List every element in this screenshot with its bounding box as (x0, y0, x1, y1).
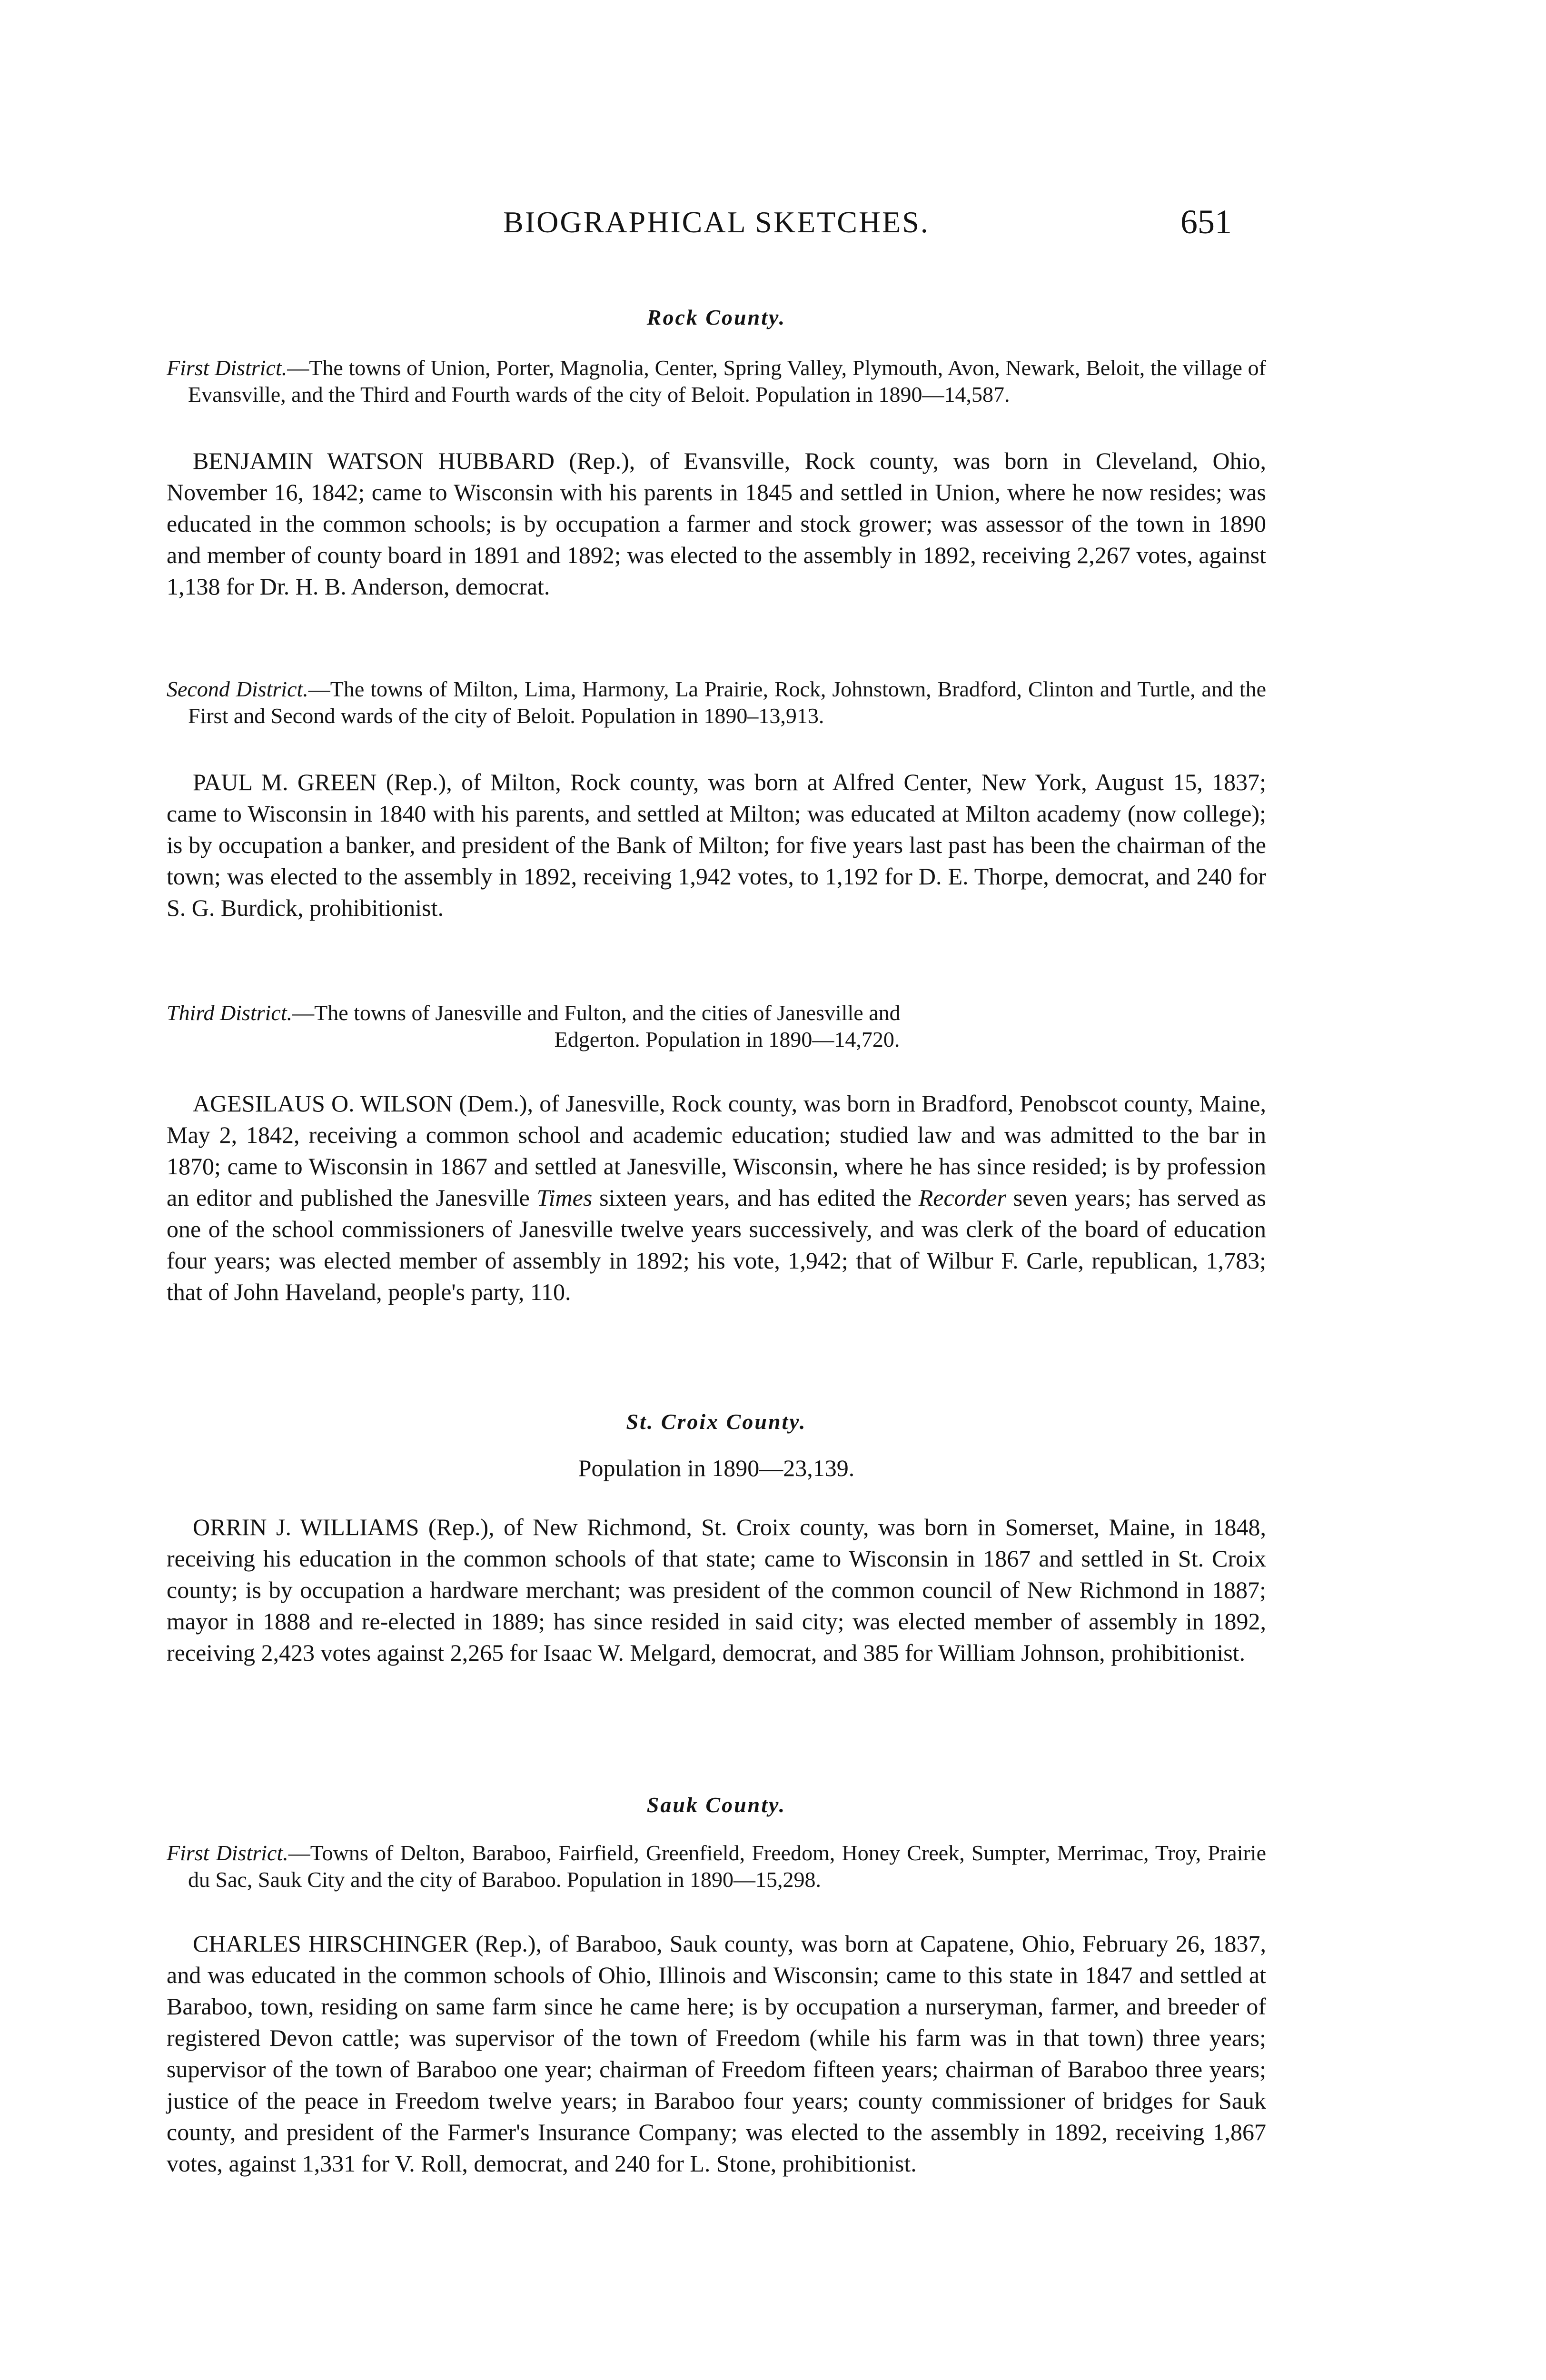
newspaper-title: Times (536, 1184, 593, 1211)
district-text: —Towns of Delton, Baraboo, Fairfield, Greenfield, Freedom, Honey Creek, Sumpter, Merrimac, Troy, Prairie du Sac, Sauk City and the city of Baraboo. Population in 1890—15,298. (188, 1841, 1267, 1892)
biography-hubbard: BENJAMIN WATSON HUBBARD (Rep.), of Evansville, Rock county, was born in Cleveland, Ohio, November 16, 1842; came to Wisconsin with his parents in 1845 and settled in Union, where he now resides; was educated in the common schools; is by occupation a farmer and stock grower; was assessor of the town in 1890 and member of county board in 1891 and 1892; was elected to the assembly in 1892, receiving 2,267 votes, against 1,138 for Dr. H. B. Anderson, democrat. (167, 447, 1266, 600)
newspaper-title: Recorder (918, 1184, 1006, 1211)
biography-williams: ORRIN J. WILLIAMS (Rep.), of New Richmond, St. Croix county, was born in Somerset, Maine, in 1848, receiving his education in the common schools of that state; came to Wisconsin in 1867 and settled in St. Croix county; is by occupation a hardware merchant; was president of the common council of New Richmond in 1887; mayor in 1888 and re-elected in 1889; has since resided in said city; was elected member of assembly in 1892, receiving 2,423 votes against 2,265 for Isaac W. Melgard, democrat, and 385 for William Johnson, prohibitionist. (167, 1514, 1266, 1666)
district-label: First District. (167, 356, 287, 380)
bio-text: AGESILAUS O. WILSON (Dem.), of Janesville, Rock county, was born in Bradford, Penobscot county, Maine, May 2, 1842, receiving a common school and academic education; studied law and was admitted to the bar in 1870; came to Wisconsin in 1867 and settled at Janesville, Wisconsin, where he has since resided; is by profession an editor and published the Janesville (167, 1090, 1266, 1211)
district-description-rock-third (167, 1000, 1266, 1053)
biography-wilson (167, 1088, 1266, 1308)
county-heading-st-croix: St. Croix County. (626, 1409, 807, 1434)
biography-hirschinger: CHARLES HIRSCHINGER (Rep.), of Baraboo, Sauk county, was born at Capatene, Ohio, February 26, 1837, and was educated in the common schools of Ohio, Illinois and Wisconsin; came to this state in 1847 and settled at Baraboo, town, residing on same farm since he came here; is by occupation a nurseryman, farmer, and breeder of registered Devon cattle; was supervisor of the town of Freedom (while his farm was in that town) three years; supervisor of the town of Baraboo one year; chairman of Freedom fifteen years; chairman of Baraboo three years; justice of the peace in Freedom twelve years; in Baraboo four years; county commissioner of bridges for Sauk county, and president of the Farmer's Insurance Company; was elected to the assembly in 1892, receiving 1,867 votes, against 1,331 for V. Roll, democrat, and 240 for L. Stone, prohibitionist. (167, 1930, 1266, 2177)
district-description-rock-first (167, 355, 1266, 408)
district-label: First District. (167, 1841, 288, 1865)
biography-green: PAUL M. GREEN (Rep.), of Milton, Rock county, was born at Alfred Center, New York, August 15, 1837; came to Wisconsin in 1840 with his parents, and settled at Milton; was educated at Milton academy (now college); is by occupation a banker, and president of the Bank of Milton; for five years last past has been the chairman of the town; was elected to the assembly in 1892, receiving 1,942 votes, to 1,192 for D. E. Thorpe, democrat, and 240 for S. G. Burdick, prohibitionist. (167, 769, 1266, 921)
running-head: BIOGRAPHICAL SKETCHES. (503, 205, 930, 239)
population-st-croix: Population in 1890—23,139. (578, 1455, 855, 1481)
bio-text: seven years; has served as one of the school commissioners of Janesville twelve years successively, and was clerk of the board of education four years; was elected member of assembly in 1892; his vote, 1,942; that of Wilbur F. Carle, republican, 1,783; that of John Haveland, people's party, 110. (167, 1184, 1266, 1305)
district-label: Third District. (167, 1001, 293, 1025)
district-description-rock-second (167, 676, 1266, 729)
county-heading-sauk: Sauk County. (646, 1793, 786, 1817)
district-description-sauk-first (167, 1840, 1266, 1893)
page-number: 651 (1180, 203, 1232, 241)
district-text: —The towns of Janesville and Fulton, and the cities of Janesville and (292, 1001, 901, 1025)
bio-text: sixteen years, and has edited the (592, 1184, 919, 1211)
district-text-continued: Edgerton. Population in 1890—14,720. (554, 1027, 900, 1051)
county-heading-rock: Rock County. (646, 305, 786, 329)
district-text: —The towns of Milton, Lima, Harmony, La Prairie, Rock, Johnstown, Bradford, Clinton and Turtle, and the First and Second wards of the city of Beloit. Population in 1890–13,913. (188, 677, 1266, 728)
district-label: Second District. (167, 677, 308, 701)
district-text: —The towns of Union, Porter, Magnolia, Center, Spring Valley, Plymouth, Avon, Newark, Beloit, the village of Evansville, and the Third and Fourth wards of the city of Beloit. Population in 1890—14,587. (188, 356, 1266, 407)
